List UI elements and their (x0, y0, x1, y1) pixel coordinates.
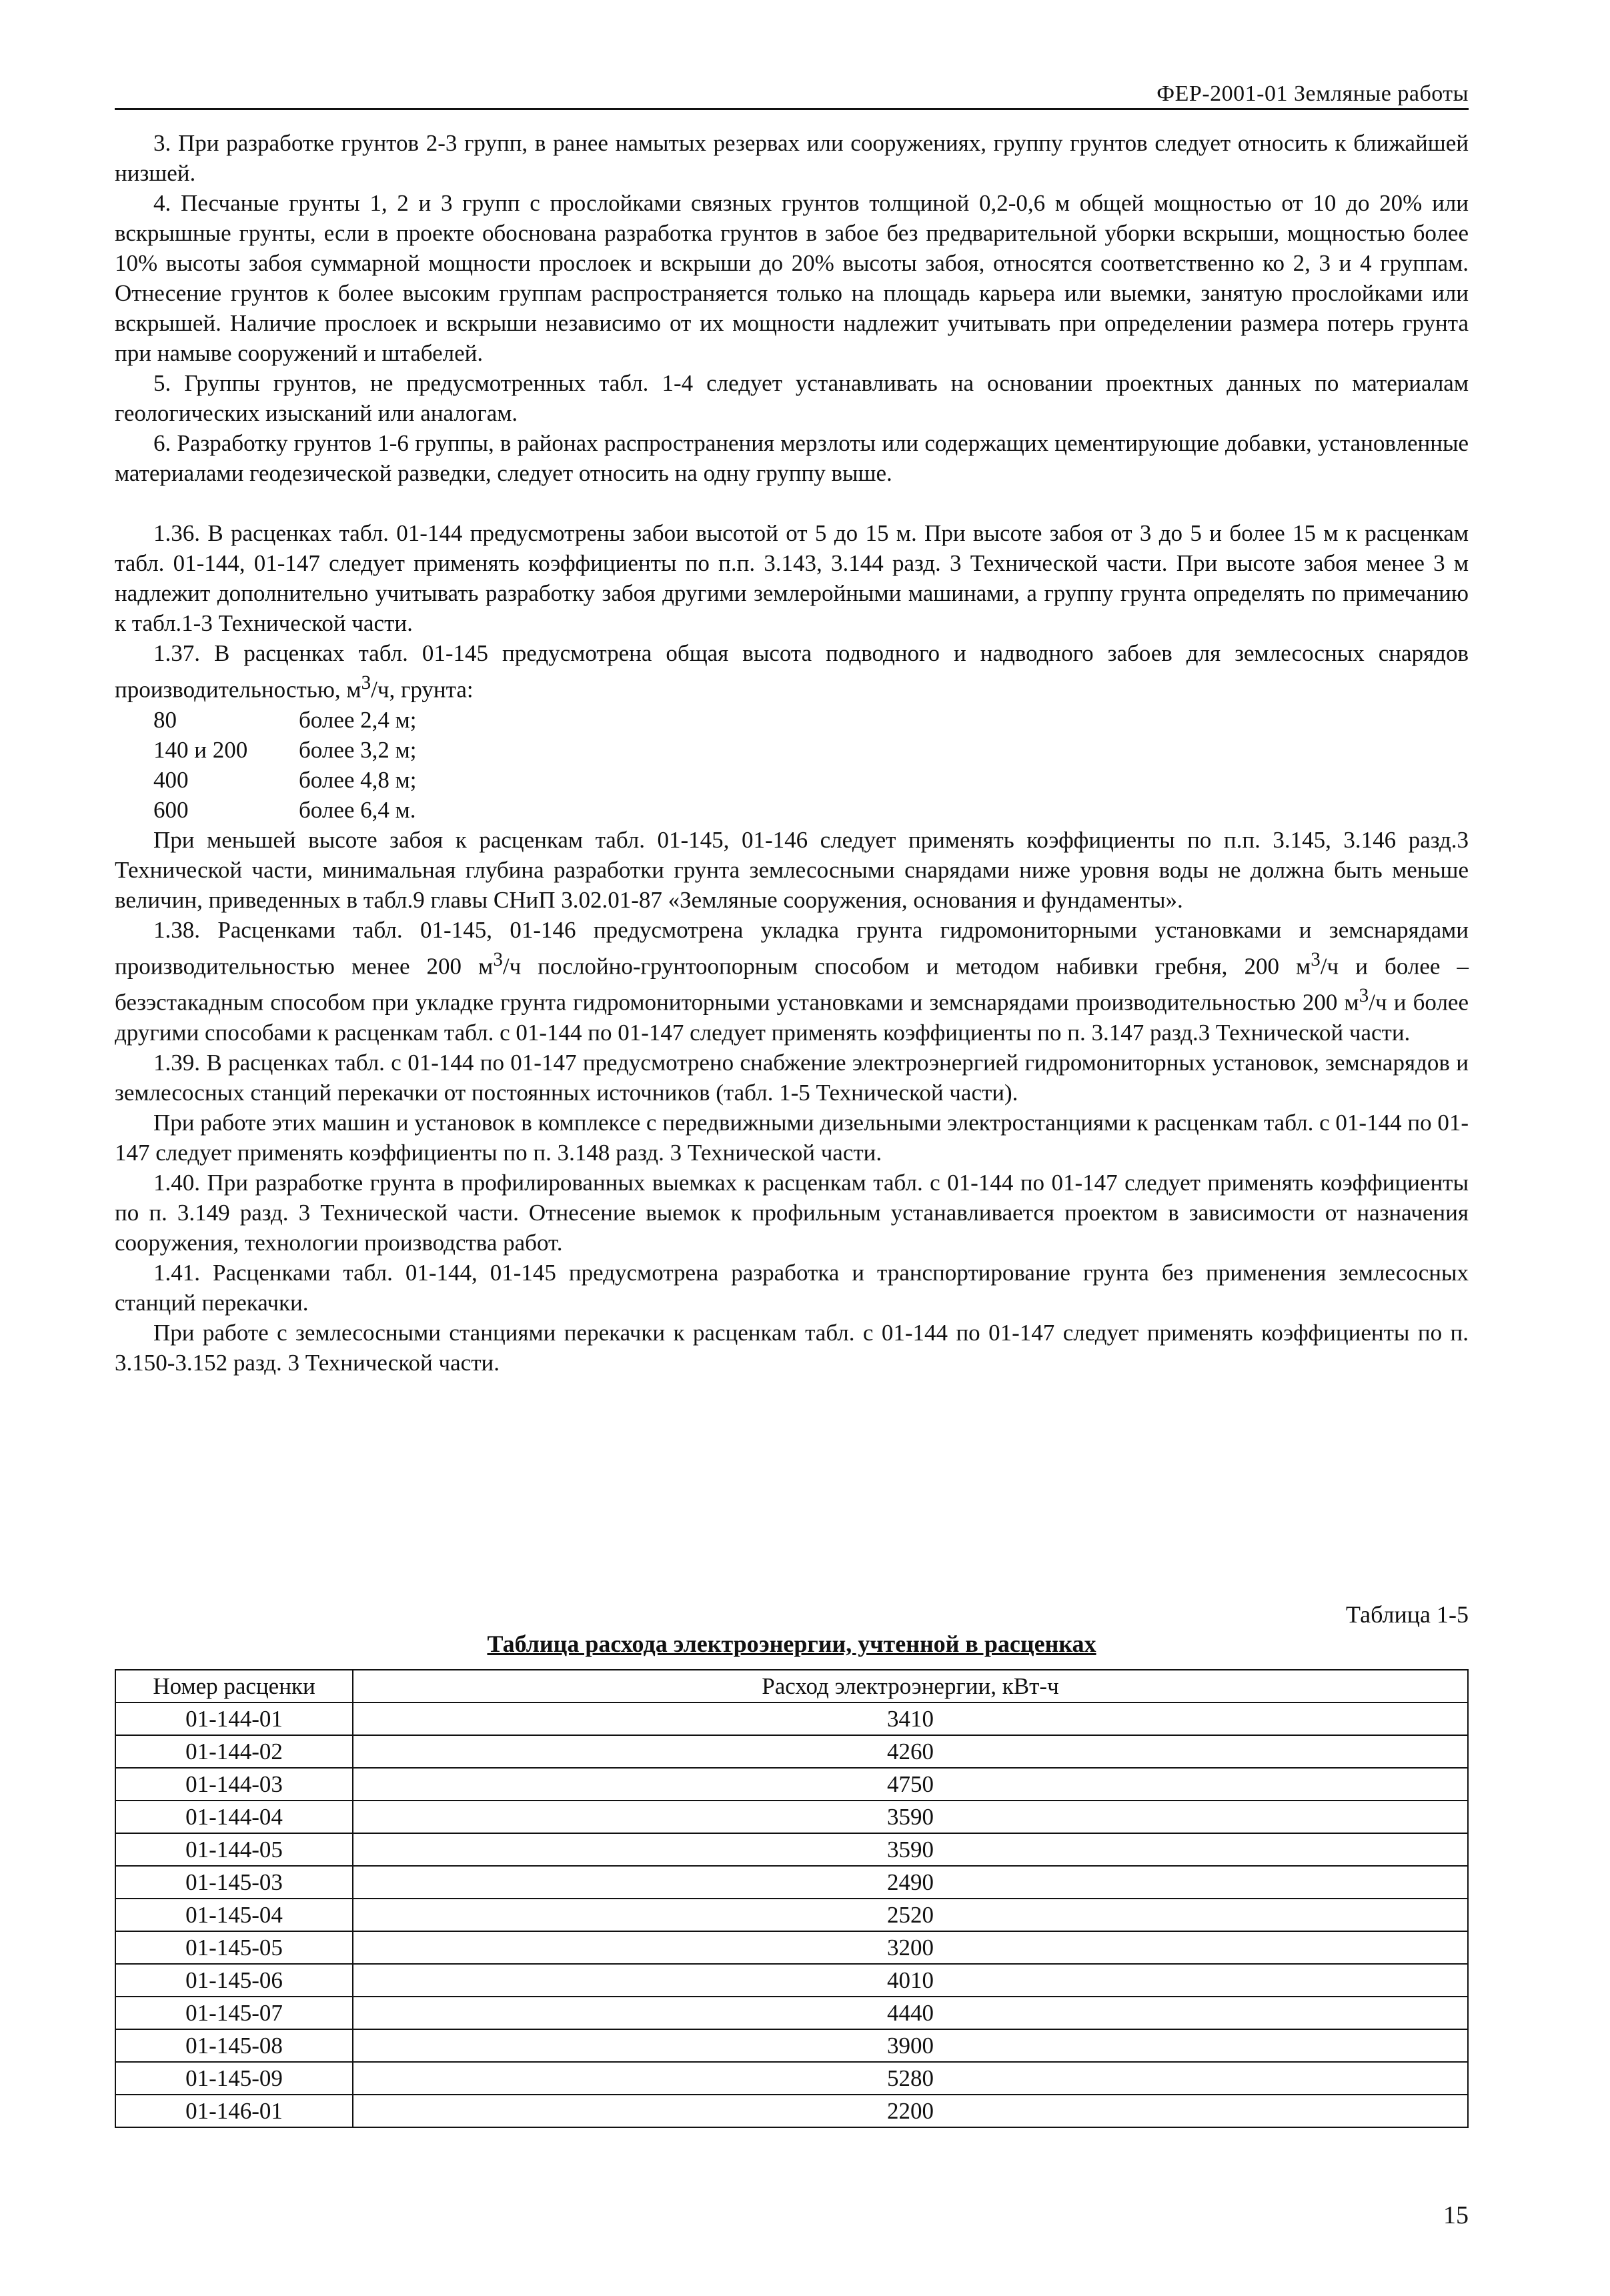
paragraph-1-37-continued: При меньшей высоте забоя к расценкам табл. 01-145, 01-146 следует применять коэффициенты по п.п. 3.145, 3.146 разд.3 Технической части, минимальная глубина разработки грунта землесосными снарядами ниже уровня воды не должна быть меньше величин, приведенных в табл.9 главы СНиП 3.02.01-87 «Земляные сооружения, основания и фундаменты». (115, 826, 1469, 913)
p138-sup-3: 3 (1359, 985, 1369, 1007)
paragraph-note-6: 6. Разработку грунтов 1-6 группы, в районах распространения мерзлоты или содержащих цементирующие добавки, установленные материалами геодезической разведки, следует относить на одну группу выше. (115, 430, 1469, 486)
paragraph-note-5: 5. Группы грунтов, не предусмотренных табл. 1-4 следует устанавливать на основании проектных данных по материалам геологических изысканий или аналогам. (115, 370, 1469, 426)
cell-electricity: 4260 (353, 1735, 1468, 1768)
list-item-qty: 80 (153, 706, 177, 733)
paragraph-1-41: 1.41. Расценками табл. 01-144, 01-145 предусмотрена разработка и транспортирование грунта без применения землесосных станций перекачки. (115, 1259, 1469, 1316)
paragraph-1-37 (115, 638, 1469, 705)
table-row (115, 1801, 1468, 1833)
cell-rate-number: 01-144-02 (115, 1735, 353, 1768)
paragraph-1-41-continued: При работе с землесосными станциями перекачки к расценкам табл. с 01-144 по 01-147 следует применять коэффициенты по п. 3.150-3.152 разд. 3 Технической части. (115, 1319, 1469, 1376)
cell-rate-number: 01-144-03 (115, 1768, 353, 1801)
cell-rate-number: 01-144-04 (115, 1801, 353, 1833)
cell-rate-number: 01-146-01 (115, 2095, 353, 2127)
list-item-height: более 2,4 м; (299, 706, 417, 733)
electricity-table (115, 1669, 1469, 2128)
column-header-electricity: Расход электроэнергии, кВт-ч (353, 1670, 1468, 1702)
page-header (115, 75, 1469, 110)
cell-electricity: 4010 (353, 1964, 1468, 1997)
p138-sup-2: 3 (1311, 948, 1321, 970)
list-item-height: более 4,8 м; (299, 766, 417, 793)
paragraph-1-38 (115, 915, 1469, 1048)
table-row (115, 1997, 1468, 2029)
cell-electricity: 2520 (353, 1899, 1468, 1931)
column-header-rate-number: Номер расценки (115, 1670, 353, 1702)
table-caption (115, 1600, 1469, 1660)
table-row (115, 1702, 1468, 1735)
header-title: ФЕР-2001-01 Земляные работы (1156, 81, 1469, 106)
cell-electricity: 3900 (353, 2029, 1468, 2062)
cell-electricity: 3590 (353, 1801, 1468, 1833)
cell-electricity: 2490 (353, 1866, 1468, 1899)
list-item-qty: 140 и 200 (153, 736, 248, 763)
p137-sup: 3 (361, 672, 371, 694)
paragraph-1-39: 1.39. В расценках табл. с 01-144 по 01-147 предусмотрено снабжение электроэнергией гидромониторных установок, земснарядов и землесосных станций перекачки от постоянных источников (табл. 1-5 Технической части). (115, 1049, 1469, 1106)
list-item-qty: 400 (153, 766, 189, 793)
table-row (115, 1735, 1468, 1768)
cell-electricity: 4440 (353, 1997, 1468, 2029)
table-row (115, 1899, 1468, 1931)
p138-text-d: /ч и более другими способами к расценкам табл. с 01-144 по 01-147 следует применять коэффициенты по п. 3.147 разд.3 Технической части. (115, 989, 1469, 1046)
section-gap (115, 488, 1469, 518)
cell-electricity: 3200 (353, 1931, 1468, 1964)
table-row (115, 1768, 1468, 1801)
paragraph-note-4: 4. Песчаные грунты 1, 2 и 3 групп с прослойками связных грунтов толщиной 0,2-0,6 м общей мощностью от 10 до 20% или вскрышные грунты, если в проекте обоснована разработка грунтов в забое без предварительной уборки вскрыши, мощностью более 10% высоты забоя суммарной мощности прослоек и вскрыши до 20% высоты забоя, относятся соответственно ко 2, 3 и 4 группам. Отнесение грунтов к более высоким группам распространяется только на площадь карьера или выемки, занятую прослойками или вскрышей. Наличие прослоек и вскрыши независимо от их мощности надлежит учитывать при определении размера потерь грунта при намыве сооружений и штабелей. (115, 190, 1469, 366)
table-row (115, 1931, 1468, 1964)
cell-rate-number: 01-145-03 (115, 1866, 353, 1899)
p138-text-c: /ч и более – безэстакадным способом при укладке грунта гидромониторными установками и земснарядами производительностью 200 м (115, 953, 1469, 1016)
cell-rate-number: 01-144-01 (115, 1702, 353, 1735)
cell-rate-number: 01-145-08 (115, 2029, 353, 2062)
cell-rate-number: 01-145-06 (115, 1964, 353, 1997)
table-row (115, 2062, 1468, 2095)
table-body (115, 1702, 1468, 2127)
list-item (153, 705, 417, 735)
cell-electricity: 2200 (353, 2095, 1468, 2127)
list-item-height: более 6,4 м. (299, 796, 416, 823)
table-header-row (115, 1670, 1468, 1702)
list-item (153, 765, 417, 795)
list-item (153, 795, 417, 825)
p138-sup-1: 3 (493, 948, 503, 970)
table-row (115, 1833, 1468, 1866)
table-row (115, 1964, 1468, 1997)
paragraph-1-40: 1.40. При разработке грунта в профилированных выемках к расценкам табл. с 01-144 по 01-147 следует применять коэффициенты по п. 3.149 разд. 3 Технической части. Отнесение выемок к профильным устанавливается проектом в зависимости от назначения сооружения, технологии производства работ. (115, 1169, 1469, 1256)
cell-rate-number: 01-145-07 (115, 1997, 353, 2029)
p137-text-a: 1.37. В расценках табл. 01-145 предусмотрена общая высота подводного и надводного забоев для землесосных снарядов производительностью, м (115, 640, 1469, 703)
p138-text-b: /ч послойно-грунтоопорным способом и методом набивки гребня, 200 м (502, 953, 1311, 980)
cell-electricity: 3410 (353, 1702, 1468, 1735)
cell-electricity: 4750 (353, 1768, 1468, 1801)
table-label: Таблица 1-5 (1346, 1601, 1469, 1628)
paragraph-1-36: 1.36. В расценках табл. 01-144 предусмотрены забои высотой от 5 до 15 м. При высоте забоя от 3 до 5 и более 15 м к расценкам табл. 01-144, 01-147 следует применять коэффициенты по п.п. 3.143, 3.144 разд. 3 Технической части. При высоте забоя менее 3 м надлежит дополнительно учитывать разработку забоя другими землеройными машинами, а группу грунта определять по примечанию к табл.1-3 Технической части. (115, 520, 1469, 636)
page-number: 15 (1443, 2201, 1469, 2229)
paragraph-1-39-continued: При работе этих машин и установок в комплексе с передвижными дизельными электростанциями к расценкам табл. с 01-144 по 01-147 следует применять коэффициенты по п. 3.148 разд. 3 Технической части. (115, 1109, 1469, 1166)
list-item-qty: 600 (153, 796, 189, 823)
paragraph-note-3: 3. При разработке грунтов 2-3 групп, в ранее намытых резервах или сооружениях, группу грунтов следует относить к ближайшей низшей. (115, 130, 1469, 186)
cell-rate-number: 01-145-05 (115, 1931, 353, 1964)
table-title: Таблица расхода электроэнергии, учтенной в расценках (487, 1630, 1096, 1657)
cell-rate-number: 01-144-05 (115, 1833, 353, 1866)
cell-electricity: 5280 (353, 2062, 1468, 2095)
table-row (115, 2095, 1468, 2127)
p137-text-b: /ч, грунта: (371, 676, 474, 703)
cell-electricity: 3590 (353, 1833, 1468, 1866)
p138-text-a: 1.38. Расценками табл. 01-145, 01-146 предусмотрена укладка грунта гидромониторными установками и земснарядами производительностью менее 200 м (115, 916, 1469, 980)
table-row (115, 2029, 1468, 2062)
cell-rate-number: 01-145-04 (115, 1899, 353, 1931)
list-item-height: более 3,2 м; (299, 736, 417, 763)
cell-rate-number: 01-145-09 (115, 2062, 353, 2095)
list-item (153, 735, 417, 765)
table-row (115, 1866, 1468, 1899)
dredger-height-list (153, 705, 417, 825)
document-body (115, 128, 1469, 1378)
